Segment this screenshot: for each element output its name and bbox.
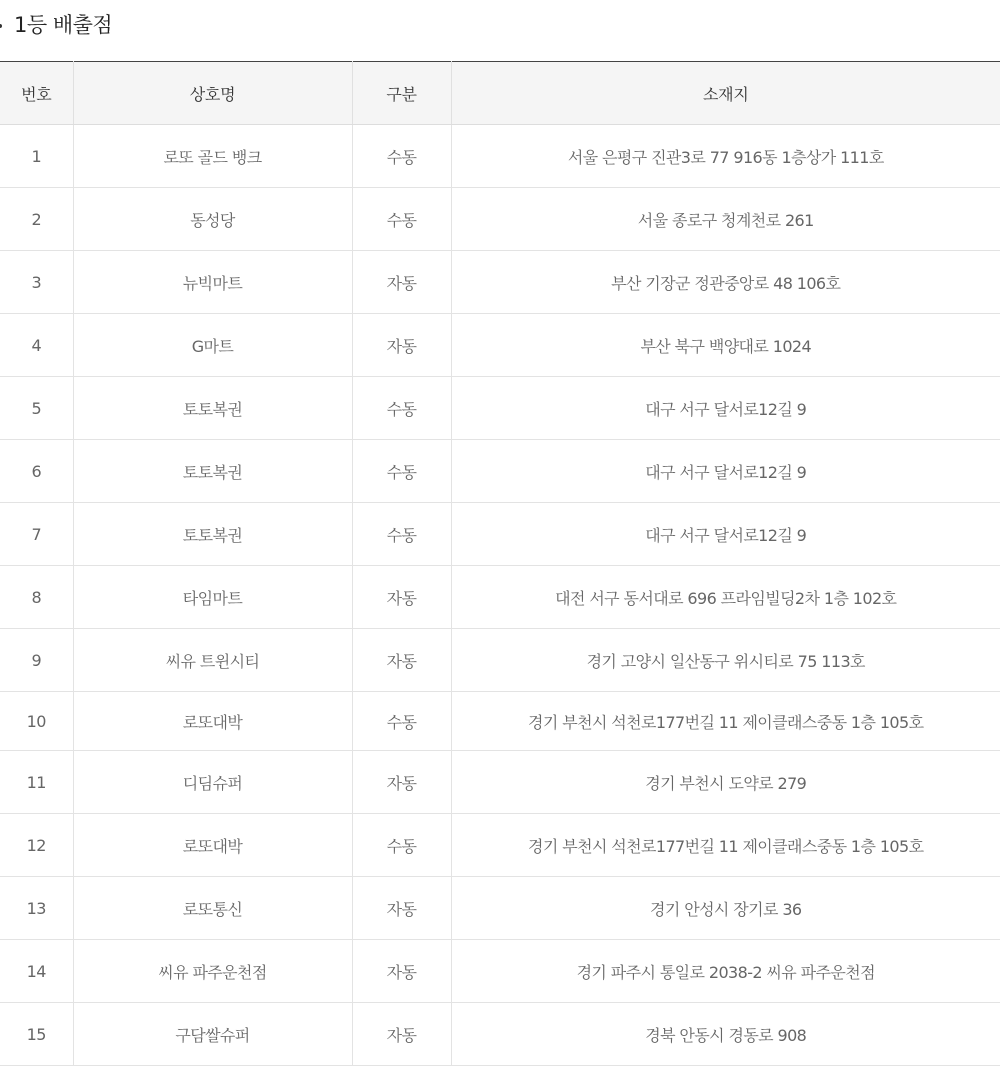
cell-no: 4 <box>0 314 73 377</box>
cell-address: 서울 종로구 청계천로 261 <box>451 188 1000 251</box>
cell-type: 자동 <box>352 251 451 314</box>
cell-store-name: 구담쌀슈퍼 <box>73 1003 352 1066</box>
cell-type: 자동 <box>352 940 451 1003</box>
cell-address: 경기 부천시 석천로177번길 11 제이클래스중동 1층 105호 <box>451 692 1000 751</box>
cell-type: 수동 <box>352 692 451 751</box>
cell-type: 자동 <box>352 566 451 629</box>
cell-address: 경기 안성시 장기로 36 <box>451 877 1000 940</box>
cell-address: 대구 서구 달서로12길 9 <box>451 377 1000 440</box>
cell-type: 수동 <box>352 440 451 503</box>
cell-address: 서울 은평구 진관3로 77 916동 1층상가 111호 <box>451 125 1000 188</box>
section-title: 1등 배출점 <box>14 13 113 37</box>
table-row <box>0 751 1000 814</box>
table-row <box>0 251 1000 314</box>
cell-no: 3 <box>0 251 73 314</box>
table-row <box>0 440 1000 503</box>
cell-store-name: 씨유 트윈시티 <box>73 629 352 692</box>
cell-address: 대전 서구 동서대로 696 프라임빌딩2차 1층 102호 <box>451 566 1000 629</box>
table-body <box>0 125 1000 1066</box>
cell-address: 부산 북구 백양대로 1024 <box>451 314 1000 377</box>
cell-address: 경북 안동시 경동로 908 <box>451 1003 1000 1066</box>
cell-store-name: 토토복권 <box>73 377 352 440</box>
cell-no: 10 <box>0 692 73 751</box>
cell-address: 부산 기장군 정관중앙로 48 106호 <box>451 251 1000 314</box>
cell-store-name: 토토복권 <box>73 440 352 503</box>
winning-stores-table <box>0 61 1000 1066</box>
cell-store-name: 로또대박 <box>73 814 352 877</box>
table-header-row <box>0 62 1000 125</box>
cell-address: 경기 부천시 도약로 279 <box>451 751 1000 814</box>
header-store-name: 상호명 <box>73 62 352 125</box>
cell-no: 6 <box>0 440 73 503</box>
cell-type: 자동 <box>352 629 451 692</box>
table-row <box>0 692 1000 751</box>
cell-type: 자동 <box>352 751 451 814</box>
cell-type: 수동 <box>352 125 451 188</box>
header-type: 구분 <box>352 62 451 125</box>
table-row <box>0 125 1000 188</box>
cell-type: 자동 <box>352 1003 451 1066</box>
cell-store-name: 로또 골드 뱅크 <box>73 125 352 188</box>
cell-type: 수동 <box>352 188 451 251</box>
header-address: 소재지 <box>451 62 1000 125</box>
cell-address: 경기 파주시 통일로 2038-2 씨유 파주운천점 <box>451 940 1000 1003</box>
cell-type: 수동 <box>352 377 451 440</box>
table-row <box>0 877 1000 940</box>
cell-no: 9 <box>0 629 73 692</box>
table-row <box>0 940 1000 1003</box>
header-no: 번호 <box>0 62 73 125</box>
table-row <box>0 188 1000 251</box>
cell-store-name: 뉴빅마트 <box>73 251 352 314</box>
cell-address: 경기 고양시 일산동구 위시티로 75 113호 <box>451 629 1000 692</box>
cell-address: 경기 부천시 석천로177번길 11 제이클래스중동 1층 105호 <box>451 814 1000 877</box>
table-row <box>0 814 1000 877</box>
cell-type: 자동 <box>352 877 451 940</box>
cell-store-name: 로또대박 <box>73 692 352 751</box>
cell-no: 8 <box>0 566 73 629</box>
cell-no: 13 <box>0 877 73 940</box>
cell-type: 수동 <box>352 814 451 877</box>
cell-no: 15 <box>0 1003 73 1066</box>
bullet-icon <box>0 24 2 28</box>
cell-type: 자동 <box>352 314 451 377</box>
table-row <box>0 314 1000 377</box>
table-row <box>0 629 1000 692</box>
cell-store-name: 로또통신 <box>73 877 352 940</box>
cell-no: 14 <box>0 940 73 1003</box>
table-row <box>0 1003 1000 1066</box>
cell-store-name: 씨유 파주운천점 <box>73 940 352 1003</box>
cell-type: 수동 <box>352 503 451 566</box>
cell-no: 1 <box>0 125 73 188</box>
cell-store-name: G마트 <box>73 314 352 377</box>
cell-no: 11 <box>0 751 73 814</box>
table-row <box>0 503 1000 566</box>
cell-no: 2 <box>0 188 73 251</box>
cell-no: 7 <box>0 503 73 566</box>
cell-address: 대구 서구 달서로12길 9 <box>451 440 1000 503</box>
cell-address: 대구 서구 달서로12길 9 <box>451 503 1000 566</box>
cell-no: 5 <box>0 377 73 440</box>
cell-store-name: 토토복권 <box>73 503 352 566</box>
cell-store-name: 동성당 <box>73 188 352 251</box>
cell-store-name: 타임마트 <box>73 566 352 629</box>
table-row <box>0 377 1000 440</box>
cell-store-name: 디딤슈퍼 <box>73 751 352 814</box>
table-row <box>0 566 1000 629</box>
cell-no: 12 <box>0 814 73 877</box>
section-header <box>0 0 1000 61</box>
